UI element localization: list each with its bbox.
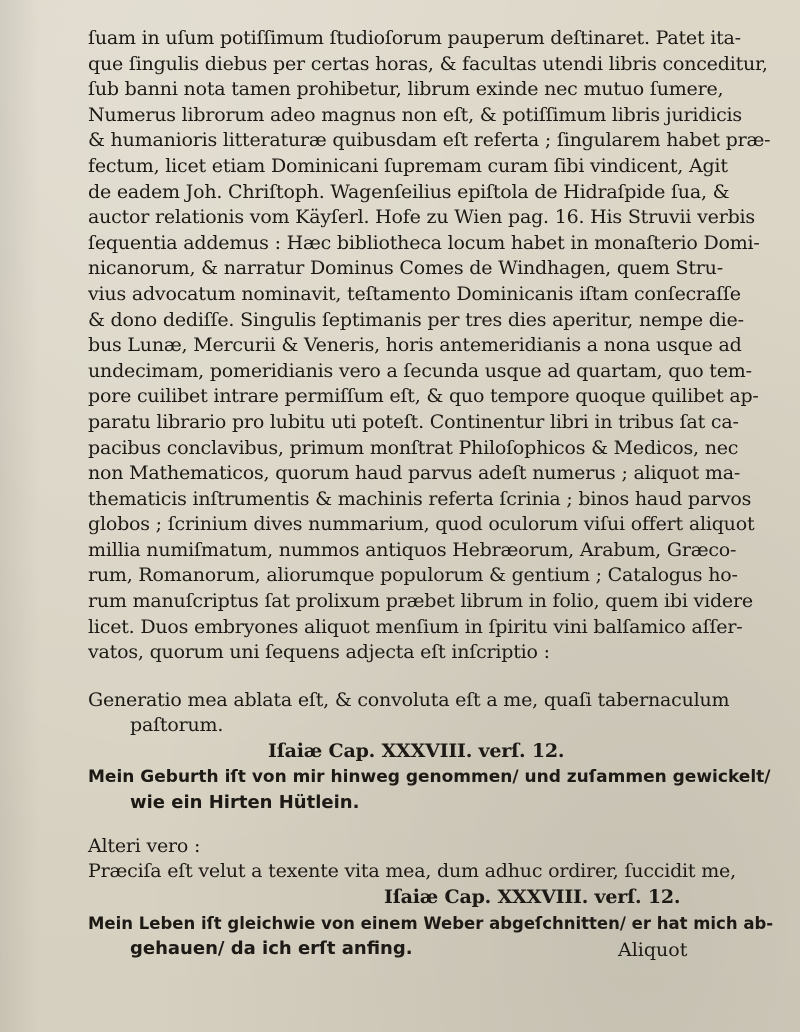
german-translation-line: gehauen/ da ich erſt anfing. [130,938,413,960]
text-line: ſequentia addemus : Hæc bibliotheca locum habet in monaſterio Domi- [88,231,760,254]
scripture-reference: Iſaiæ Cap. XXXVIII. verſ. 12. [384,886,681,908]
spacer [88,666,778,688]
text-line: thematicis inſtrumentis & machinis referta ſcrinia ; binos haud parvos [88,487,752,510]
text-line: fectum, licet etiam Dominicani ſupremam curam ſibi vindicent, Agit [88,154,728,177]
page-edge-shadow [0,0,40,1032]
text-block [88,26,778,962]
text-line: millia numiſmatum, nummos antiquos Hebræorum, Arabum, Græco- [88,538,737,561]
text-line: pore cuilibet intrare permiſſum eſt, & quo tempore quoque quilibet ap- [88,385,759,408]
scripture-reference: Iſaiæ Cap. XXXVIII. verſ. 12. [268,740,565,763]
text-line: de eadem Joh. Chriſtoph. Wagenſeilius epiſtola de Hidraſpide ſua, & [88,180,730,203]
text-line: licet. Duos embryones aliquot menſium in ſpiritu vini balſamico aſſer- [88,615,743,638]
catchword: Aliquot [618,939,688,961]
text-line: ſub banni nota tamen prohibetur, librum exinde nec mutuo ſumere, [88,78,724,101]
text-line: undecimam, pomeridianis vero a ſecunda usque ad quartam, quo tem- [88,359,752,382]
text-line: paratu librario pro lubitu uti poteſt. Continentur libri in tribus ſat ca- [88,410,739,433]
text-line: & dono dediſſe. Singulis ſeptimanis per tres dies aperitur, nempe die- [88,308,744,331]
german-translation-line: wie ein Hirten Hütlein. [130,792,360,814]
text-line: Numerus librorum adeo magnus non eſt, & potiſſimum libris juridicis [88,103,742,126]
text-line: rum manuſcriptus ſat prolixum præbet librum in folio, quem ibi videre [88,590,753,613]
spacer [88,816,778,834]
text-line: vatos, quorum uni ſequens adjecta eſt inſcriptio : [88,641,550,664]
text-line: & humanioris litteraturæ quibusdam eſt referta ; ſingularem habet præ- [88,129,771,152]
text-line: Generatio mea ablata eſt, & convoluta eſt a me, quaſi tabernaculum [88,688,730,711]
text-line: nicanorum, & narratur Dominus Comes de Windhagen, quem Stru- [88,257,723,280]
text-line: bus Lunæ, Mercurii & Veneris, horis antemeridianis a nona usque ad [88,334,742,357]
text-line: paſtorum. [130,714,224,737]
text-line: que ſingulis diebus per certas horas, & facultas utendi libris conceditur, [88,52,768,75]
generatio-quote [88,688,778,816]
german-translation-line: Mein Leben iſt gleichwie von einem Weber abgeſchnitten/ er hat mich ab- [88,913,774,933]
german-translation-line: Mein Geburth iſt von mir hinweg genommen/ und zuſammen gewickelt/ [88,766,771,787]
text-line: pacibus conclavibus, primum monſtrat Philoſophicos & Medicos, nec [88,436,739,459]
text-line: auctor relationis vom Käyſerl. Hofe zu Wien pag. 16. His Struvii verbis [88,206,755,229]
text-line: rum, Romanorum, aliorumque populorum & gentium ; Catalogus ho- [88,564,738,587]
text-line: non Mathematicos, quorum haud parvus adeſt numerus ; aliquot ma- [88,462,741,485]
text-line: globos ; ſcrinium dives nummarium, quod oculorum viſui offert aliquot [88,513,755,536]
text-line: vius advocatum nominavit, teſtamento Dominicanis iſtam conſecraſſe [88,282,741,305]
main-paragraph [88,26,778,666]
text-line: Præciſa eſt velut a texente vita mea, dum adhuc ordirer, ſuccidit me, [88,860,736,883]
text-line: Alteri vero : [88,834,201,857]
text-line: ſuam in uſum potiſſimum ſtudioſorum pauperum deſtinaret. Patet ita- [88,27,741,49]
